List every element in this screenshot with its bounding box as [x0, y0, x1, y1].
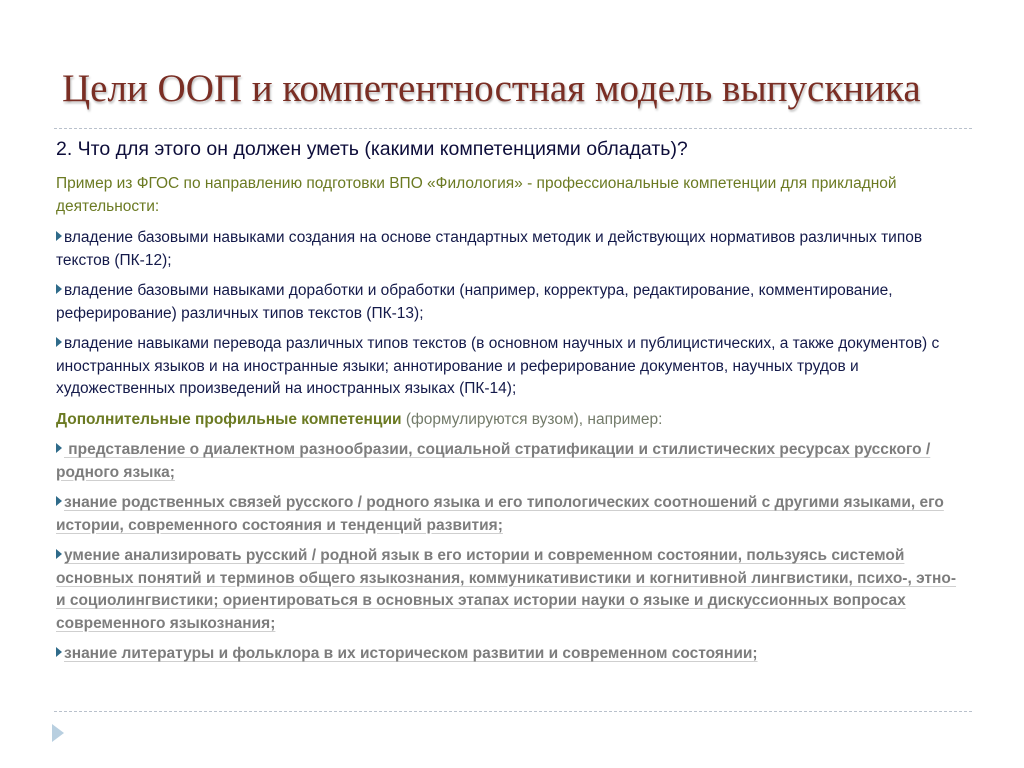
- triangle-right-icon: [56, 231, 62, 241]
- slide-content: [56, 136, 956, 674]
- intro-text: Пример из ФГОС по направлению подготовки ВПО «Филология» - профессиональные компетенции для прикладной деятельности:: [56, 175, 897, 215]
- list-item-text: владение базовыми навыками создания на основе стандартных методик и действующих нормативов различных типов текстов (ПК-12);: [56, 229, 923, 269]
- list-item-text: владение базовыми навыками доработки и обработки (например, корректура, редактирование, комментирование, реферирование) различных типов текстов (ПК-13);: [56, 282, 893, 322]
- triangle-right-icon: [56, 647, 62, 657]
- triangle-right-icon: [56, 443, 62, 453]
- footer-divider: [54, 711, 972, 712]
- profile-item-text: знание литературы и фольклора в их историческом развитии и современном состоянии;: [64, 645, 758, 662]
- profile-item-text: знание родственных связей русского / родного языка и его типологических соотношений с другими языками, его истории, современного состояния и тенденций развития;: [56, 494, 944, 534]
- slide-title: Цели ООП и компетентностная модель выпускника: [62, 67, 921, 110]
- triangle-right-icon: [56, 284, 62, 294]
- profile-heading-bold: Дополнительные профильные компетенции: [56, 410, 402, 428]
- list-item-text: владение навыками перевода различных типов текстов (в основном научных и публицистических, а также документов) с иностранных языков и на иностранные языки; аннотирование и реферирование документов, научных трудов и художественных произведений на иностранных языках (ПК-14);: [56, 335, 940, 397]
- next-slide-icon[interactable]: [52, 724, 64, 742]
- section-heading: 2. Что для этого он должен уметь (какими компетенциями обладать)?: [56, 138, 688, 160]
- list-item: [56, 333, 956, 401]
- profile-list-item: [56, 643, 956, 666]
- triangle-right-icon: [56, 337, 62, 347]
- list-item: [56, 280, 956, 325]
- profile-heading: [56, 409, 956, 432]
- list-item: [56, 227, 956, 272]
- profile-list-item: [56, 492, 956, 537]
- triangle-right-icon: [56, 496, 62, 506]
- profile-list-item: [56, 545, 956, 635]
- title-divider: [54, 128, 972, 129]
- profile-item-text: представление о диалектном разнообразии, социальной стратификации и стилистических ресурсах русского / родного языка;: [56, 441, 931, 481]
- profile-heading-rest: (формулируются вузом), например:: [401, 410, 663, 428]
- profile-item-text: умение анализировать русский / родной язык в его истории и современном состоянии, пользуясь системой основных понятий и терминов общего языкознания, коммуникативистики и когнитивной лингвистики, психо-, этно- и социолингвистики; ориентироваться в основных этапах истории науки о языке и дискуссионных вопросах современного языкознания;: [56, 547, 957, 632]
- profile-list-item: [56, 439, 956, 484]
- triangle-right-icon: [56, 549, 62, 559]
